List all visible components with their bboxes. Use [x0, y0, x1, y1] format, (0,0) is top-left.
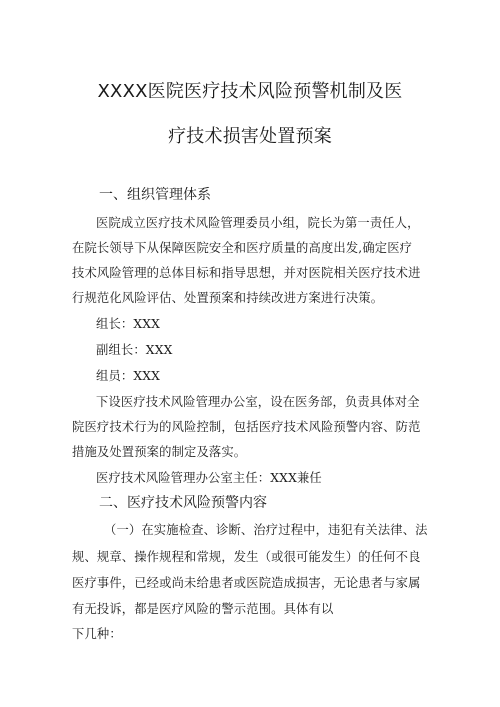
paragraph-line: （一）在实施检查、诊断、治疗过程中，违犯有关法律、法: [104, 523, 428, 537]
paragraph-line: 院医疗技术行为的风险控制，包括医疗技术风险预警内容、防范: [72, 420, 421, 434]
paragraph-line: 医疗事件，已经或尚未给患者或医院造成损害，无论患者与家属: [72, 576, 421, 590]
paragraph-line: 下几种：: [72, 627, 122, 641]
paragraph-line: 医院成立医疗技术风险管理委员小组，院长为第一责任人，: [96, 216, 420, 230]
paragraph-line: 技术风险管理的总体目标和指导思想，并对医院相关医疗技术进: [72, 266, 421, 280]
paragraph-line: 在院长领导下从保障医院安全和医疗质量的高度出发,确定医疗: [72, 241, 413, 255]
document-title-line-2: 疗技术损害处置预案: [168, 126, 332, 147]
team-vice-leader: 副组长：XXX: [96, 343, 173, 357]
section-heading-organization: 一、组织管理体系: [99, 187, 211, 203]
paragraph-line: 规、规章、操作规程和常规，发生（或很可能发生）的任何不良: [72, 550, 421, 564]
section-heading-risk-warning: 二、医疗技术风险预警内容: [99, 495, 267, 511]
team-leader: 组长：XXX: [96, 317, 161, 331]
paragraph-line: 措施及处置预案的制定及落实。: [72, 445, 247, 459]
team-member: 组员：XXX: [96, 369, 161, 383]
office-director: 医疗技术风险管理办公室主任：XXX兼任: [96, 471, 322, 485]
paragraph-line: 有无投诉，都是医疗风险的警示范围。具体有以: [72, 602, 334, 616]
paragraph-line: 下设医疗技术风险管理办公室，设在医务部，负责具体对全: [96, 395, 420, 409]
document-title-line-1: XXXX医院医疗技术风险预警机制及医: [97, 81, 403, 102]
paragraph-line: 行规范化风险评估、处置预案和持续改进方案进行决策。: [72, 291, 384, 305]
